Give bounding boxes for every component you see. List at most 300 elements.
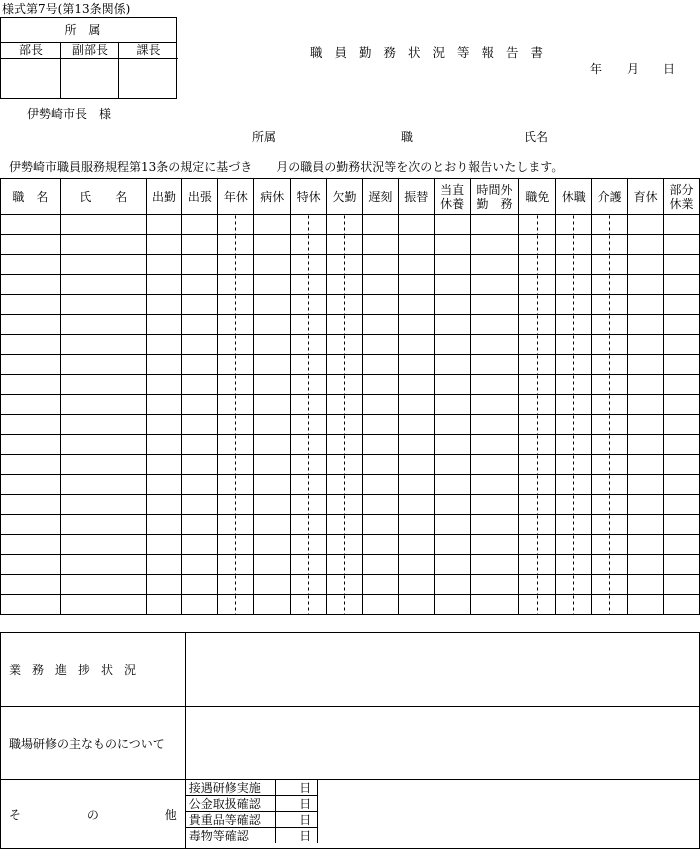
table-cell[interactable] [628,215,664,235]
table-cell[interactable] [592,535,628,555]
table-cell[interactable] [1,375,61,395]
table-cell[interactable] [470,435,519,455]
table-cell[interactable] [664,275,700,295]
table-cell[interactable] [1,315,61,335]
table-cell[interactable] [362,435,398,455]
table-cell[interactable] [60,355,146,375]
table-cell[interactable] [470,415,519,435]
table-cell[interactable] [146,595,182,615]
table-cell[interactable] [434,475,470,495]
table-cell[interactable] [628,395,664,415]
table-cell[interactable] [1,495,61,515]
table-cell[interactable] [60,395,146,415]
table-cell[interactable] [664,215,700,235]
table-cell[interactable] [60,515,146,535]
table-cell[interactable] [291,335,327,355]
table-cell[interactable] [434,515,470,535]
table-cell[interactable] [434,295,470,315]
table-cell[interactable] [218,315,254,335]
table-cell[interactable] [182,535,218,555]
table-cell[interactable] [434,235,470,255]
table-cell[interactable] [1,515,61,535]
table-cell[interactable] [327,455,363,475]
table-cell[interactable] [1,415,61,435]
table-cell[interactable] [628,255,664,275]
table-cell[interactable] [664,255,700,275]
table-cell[interactable] [146,575,182,595]
table-cell[interactable] [434,495,470,515]
table-cell[interactable] [556,355,592,375]
table-cell[interactable] [60,315,146,335]
table-cell[interactable] [291,295,327,315]
table-cell[interactable] [291,455,327,475]
table-cell[interactable] [362,395,398,415]
table-cell[interactable] [628,235,664,255]
table-cell[interactable] [146,415,182,435]
table-cell[interactable] [254,495,291,515]
table-cell[interactable] [60,255,146,275]
table-cell[interactable] [1,555,61,575]
table-cell[interactable] [434,595,470,615]
training-input-cell[interactable] [185,707,699,780]
table-cell[interactable] [470,275,519,295]
table-cell[interactable] [519,555,556,575]
table-cell[interactable] [60,495,146,515]
table-cell[interactable] [470,535,519,555]
table-cell[interactable] [254,275,291,295]
table-cell[interactable] [291,475,327,495]
table-cell[interactable] [628,355,664,375]
table-cell[interactable] [60,455,146,475]
table-cell[interactable] [519,515,556,535]
table-cell[interactable] [664,415,700,435]
table-cell[interactable] [362,355,398,375]
table-cell[interactable] [362,275,398,295]
table-cell[interactable] [519,355,556,375]
table-cell[interactable] [218,455,254,475]
table-cell[interactable] [398,455,434,475]
table-cell[interactable] [327,295,363,315]
table-cell[interactable] [182,575,218,595]
table-cell[interactable] [398,275,434,295]
table-cell[interactable] [592,395,628,415]
table-cell[interactable] [434,215,470,235]
table-cell[interactable] [592,235,628,255]
table-cell[interactable] [398,395,434,415]
table-cell[interactable] [470,515,519,535]
table-cell[interactable] [398,355,434,375]
table-cell[interactable] [362,255,398,275]
table-cell[interactable] [291,495,327,515]
table-cell[interactable] [182,215,218,235]
table-cell[interactable] [362,415,398,435]
table-cell[interactable] [664,375,700,395]
table-cell[interactable] [362,555,398,575]
table-cell[interactable] [398,315,434,335]
table-cell[interactable] [434,575,470,595]
table-cell[interactable] [519,435,556,455]
table-cell[interactable] [628,475,664,495]
table-cell[interactable] [60,215,146,235]
table-cell[interactable] [218,535,254,555]
table-cell[interactable] [146,555,182,575]
table-cell[interactable] [470,495,519,515]
table-cell[interactable] [254,215,291,235]
other-item-days[interactable]: 日 [276,812,318,828]
table-cell[interactable] [254,375,291,395]
table-cell[interactable] [218,395,254,415]
table-cell[interactable] [592,375,628,395]
table-cell[interactable] [146,235,182,255]
table-cell[interactable] [470,235,519,255]
table-cell[interactable] [362,595,398,615]
table-cell[interactable] [182,555,218,575]
table-cell[interactable] [146,295,182,315]
table-cell[interactable] [291,275,327,295]
table-cell[interactable] [362,455,398,475]
table-cell[interactable] [592,555,628,575]
table-cell[interactable] [398,255,434,275]
table-cell[interactable] [556,435,592,455]
table-cell[interactable] [1,575,61,595]
table-cell[interactable] [592,435,628,455]
table-cell[interactable] [254,415,291,435]
table-cell[interactable] [254,535,291,555]
table-cell[interactable] [398,555,434,575]
table-cell[interactable] [398,535,434,555]
table-cell[interactable] [291,535,327,555]
table-cell[interactable] [146,435,182,455]
table-cell[interactable] [470,255,519,275]
table-cell[interactable] [146,315,182,335]
table-cell[interactable] [146,515,182,535]
table-cell[interactable] [664,295,700,315]
table-cell[interactable] [628,455,664,475]
table-cell[interactable] [434,315,470,335]
table-cell[interactable] [556,215,592,235]
table-cell[interactable] [254,395,291,415]
table-cell[interactable] [398,415,434,435]
table-cell[interactable] [470,335,519,355]
table-cell[interactable] [182,495,218,515]
other-item-days[interactable]: 日 [276,796,318,812]
table-cell[interactable] [182,475,218,495]
table-cell[interactable] [1,275,61,295]
table-cell[interactable] [664,535,700,555]
table-cell[interactable] [434,395,470,415]
other-item-days[interactable]: 日 [276,828,318,844]
table-cell[interactable] [291,515,327,535]
table-cell[interactable] [519,275,556,295]
table-cell[interactable] [592,495,628,515]
table-cell[interactable] [218,275,254,295]
table-cell[interactable] [60,435,146,455]
table-cell[interactable] [254,295,291,315]
table-cell[interactable] [327,215,363,235]
table-cell[interactable] [664,495,700,515]
table-cell[interactable] [470,315,519,335]
table-cell[interactable] [60,575,146,595]
table-cell[interactable] [1,435,61,455]
table-cell[interactable] [519,495,556,515]
table-cell[interactable] [592,255,628,275]
table-cell[interactable] [362,235,398,255]
table-cell[interactable] [592,335,628,355]
table-cell[interactable] [146,475,182,495]
table-cell[interactable] [628,595,664,615]
table-cell[interactable] [218,235,254,255]
table-cell[interactable] [664,355,700,375]
table-cell[interactable] [146,535,182,555]
table-cell[interactable] [182,355,218,375]
table-cell[interactable] [362,295,398,315]
table-cell[interactable] [182,295,218,315]
table-cell[interactable] [254,515,291,535]
table-cell[interactable] [628,555,664,575]
table-cell[interactable] [470,595,519,615]
table-cell[interactable] [519,295,556,315]
table-cell[interactable] [398,515,434,535]
table-cell[interactable] [592,575,628,595]
table-cell[interactable] [362,215,398,235]
table-cell[interactable] [218,295,254,315]
table-cell[interactable] [327,315,363,335]
table-cell[interactable] [60,555,146,575]
table-cell[interactable] [1,355,61,375]
table-cell[interactable] [628,495,664,515]
table-cell[interactable] [519,455,556,475]
table-cell[interactable] [398,335,434,355]
table-cell[interactable] [556,575,592,595]
table-cell[interactable] [146,455,182,475]
table-cell[interactable] [182,255,218,275]
table-cell[interactable] [254,455,291,475]
table-cell[interactable] [628,275,664,295]
table-cell[interactable] [291,555,327,575]
table-cell[interactable] [470,455,519,475]
table-cell[interactable] [556,235,592,255]
table-cell[interactable] [362,315,398,335]
table-cell[interactable] [592,475,628,495]
table-cell[interactable] [434,535,470,555]
table-cell[interactable] [218,495,254,515]
table-cell[interactable] [519,595,556,615]
table-cell[interactable] [628,375,664,395]
table-cell[interactable] [327,435,363,455]
table-cell[interactable] [519,535,556,555]
table-cell[interactable] [254,315,291,335]
table-cell[interactable] [182,315,218,335]
table-cell[interactable] [398,495,434,515]
table-cell[interactable] [291,255,327,275]
table-cell[interactable] [218,255,254,275]
table-cell[interactable] [434,455,470,475]
table-cell[interactable] [1,255,61,275]
table-cell[interactable] [664,595,700,615]
table-cell[interactable] [182,275,218,295]
table-cell[interactable] [182,375,218,395]
table-cell[interactable] [60,375,146,395]
table-cell[interactable] [1,295,61,315]
table-cell[interactable] [218,335,254,355]
table-cell[interactable] [327,275,363,295]
table-cell[interactable] [519,235,556,255]
table-cell[interactable] [327,555,363,575]
table-cell[interactable] [218,435,254,455]
table-cell[interactable] [556,595,592,615]
table-cell[interactable] [398,475,434,495]
table-cell[interactable] [1,395,61,415]
table-cell[interactable] [592,215,628,235]
table-cell[interactable] [60,595,146,615]
table-cell[interactable] [1,215,61,235]
table-cell[interactable] [519,395,556,415]
table-cell[interactable] [556,275,592,295]
table-cell[interactable] [519,415,556,435]
table-cell[interactable] [291,315,327,335]
table-cell[interactable] [254,235,291,255]
table-cell[interactable] [60,235,146,255]
table-cell[interactable] [60,475,146,495]
table-cell[interactable] [556,255,592,275]
table-cell[interactable] [291,595,327,615]
table-cell[interactable] [327,535,363,555]
table-cell[interactable] [628,575,664,595]
table-cell[interactable] [182,595,218,615]
table-cell[interactable] [362,575,398,595]
table-cell[interactable] [556,455,592,475]
table-cell[interactable] [556,295,592,315]
table-cell[interactable] [327,335,363,355]
table-cell[interactable] [628,535,664,555]
table-cell[interactable] [146,355,182,375]
table-cell[interactable] [1,455,61,475]
table-cell[interactable] [362,535,398,555]
table-cell[interactable] [556,335,592,355]
table-cell[interactable] [291,395,327,415]
table-cell[interactable] [592,415,628,435]
table-cell[interactable] [470,215,519,235]
table-cell[interactable] [362,495,398,515]
table-cell[interactable] [592,275,628,295]
table-cell[interactable] [628,435,664,455]
table-cell[interactable] [182,235,218,255]
table-cell[interactable] [327,575,363,595]
table-cell[interactable] [1,595,61,615]
table-cell[interactable] [182,395,218,415]
table-cell[interactable] [664,555,700,575]
table-cell[interactable] [1,535,61,555]
table-cell[interactable] [182,415,218,435]
table-cell[interactable] [254,595,291,615]
table-cell[interactable] [519,315,556,335]
table-cell[interactable] [60,415,146,435]
table-cell[interactable] [556,395,592,415]
other-item-days[interactable]: 日 [276,780,318,796]
table-cell[interactable] [254,475,291,495]
table-cell[interactable] [327,255,363,275]
table-cell[interactable] [519,255,556,275]
table-cell[interactable] [434,435,470,455]
table-cell[interactable] [664,475,700,495]
table-cell[interactable] [362,515,398,535]
table-cell[interactable] [519,215,556,235]
table-cell[interactable] [664,575,700,595]
table-cell[interactable] [556,515,592,535]
table-cell[interactable] [362,375,398,395]
table-cell[interactable] [327,495,363,515]
table-cell[interactable] [291,575,327,595]
table-cell[interactable] [254,255,291,275]
table-cell[interactable] [327,595,363,615]
table-cell[interactable] [182,455,218,475]
table-cell[interactable] [254,335,291,355]
table-cell[interactable] [60,335,146,355]
table-cell[interactable] [254,555,291,575]
table-cell[interactable] [218,415,254,435]
table-cell[interactable] [146,215,182,235]
table-cell[interactable] [434,355,470,375]
table-cell[interactable] [592,295,628,315]
table-cell[interactable] [664,315,700,335]
table-cell[interactable] [434,415,470,435]
table-cell[interactable] [60,295,146,315]
table-cell[interactable] [254,575,291,595]
table-cell[interactable] [398,435,434,455]
table-cell[interactable] [218,595,254,615]
table-cell[interactable] [327,235,363,255]
table-cell[interactable] [592,355,628,375]
table-cell[interactable] [628,315,664,335]
table-cell[interactable] [628,415,664,435]
table-cell[interactable] [470,555,519,575]
table-cell[interactable] [470,295,519,315]
table-cell[interactable] [556,415,592,435]
table-cell[interactable] [146,375,182,395]
table-cell[interactable] [291,355,327,375]
table-cell[interactable] [519,575,556,595]
table-cell[interactable] [434,255,470,275]
table-cell[interactable] [218,215,254,235]
table-cell[interactable] [327,355,363,375]
table-cell[interactable] [291,435,327,455]
table-cell[interactable] [434,335,470,355]
table-cell[interactable] [182,515,218,535]
table-cell[interactable] [254,355,291,375]
table-cell[interactable] [664,335,700,355]
table-cell[interactable] [556,475,592,495]
table-cell[interactable] [146,495,182,515]
table-cell[interactable] [592,515,628,535]
table-cell[interactable] [146,255,182,275]
table-cell[interactable] [327,415,363,435]
table-cell[interactable] [556,495,592,515]
table-cell[interactable] [218,515,254,535]
table-cell[interactable] [556,535,592,555]
table-cell[interactable] [470,395,519,415]
table-cell[interactable] [556,555,592,575]
table-cell[interactable] [592,455,628,475]
table-cell[interactable] [218,575,254,595]
table-cell[interactable] [327,515,363,535]
table-cell[interactable] [592,595,628,615]
table-cell[interactable] [182,335,218,355]
table-cell[interactable] [60,275,146,295]
table-cell[interactable] [291,375,327,395]
table-cell[interactable] [254,435,291,455]
table-cell[interactable] [398,295,434,315]
table-cell[interactable] [327,375,363,395]
